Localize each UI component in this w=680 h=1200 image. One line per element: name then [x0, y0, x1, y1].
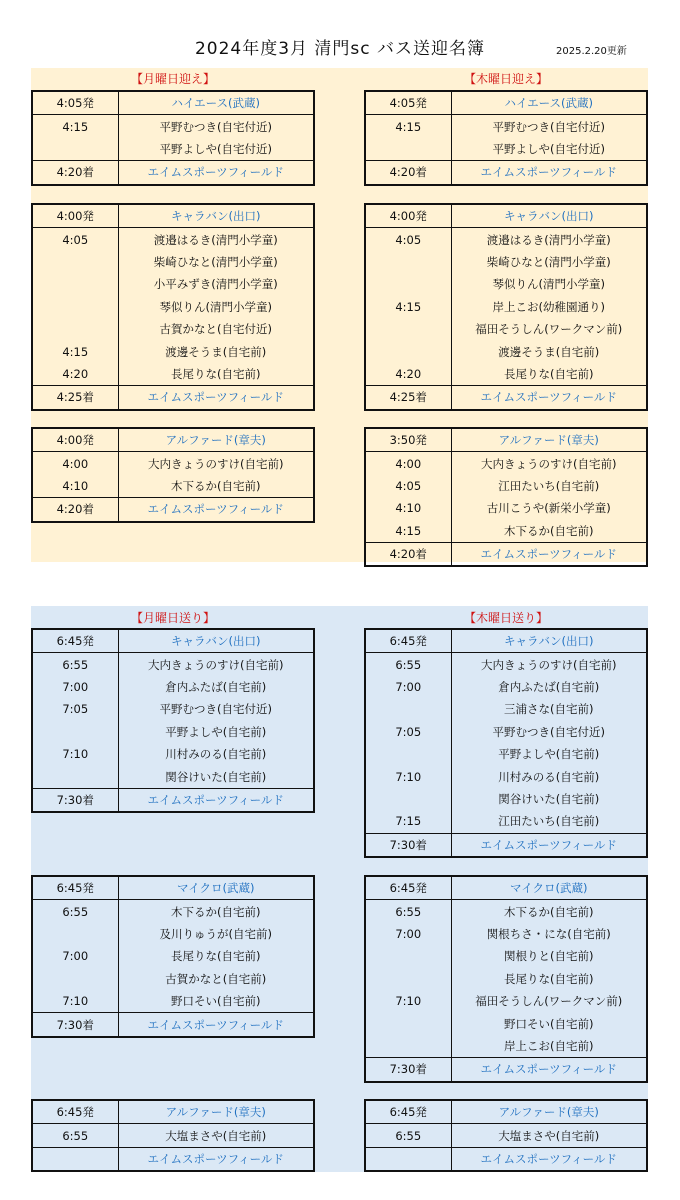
bus-block-mon-pm-alphard [31, 1099, 315, 1172]
table-row [365, 273, 647, 295]
table-row [32, 138, 314, 161]
passenger-name: 大内きょうのすけ(自宅前) [481, 456, 617, 471]
passenger-name: 木下るか(自宅前) [171, 904, 261, 919]
stop-time: 4:00 [365, 452, 451, 475]
block-footer-row [365, 542, 647, 566]
stop-time: 7:05 [365, 721, 451, 743]
table-row [365, 475, 647, 497]
stop-time: 4:00 [32, 452, 118, 475]
passenger-name: 岸上こお(幼稚園通り) [492, 299, 605, 314]
table-row [365, 363, 647, 386]
passenger-name: 古賀かなと(自宅付近) [159, 322, 272, 337]
table-row [365, 115, 647, 138]
bus-block-mon-pm-micro [31, 875, 315, 1038]
table-row [365, 520, 647, 543]
passenger-name: 大内きょうのすけ(自宅前) [148, 657, 284, 672]
arrival-time: 4:20着 [32, 161, 118, 185]
bus-block-thu-pm-micro [364, 875, 648, 1083]
table-row [32, 743, 314, 765]
stop-time: 7:00 [365, 923, 451, 945]
arrival-time: 7:30着 [32, 788, 118, 812]
destination-name: エイムスポーツフィールド [451, 386, 647, 410]
stop-time: 6:55 [32, 653, 118, 676]
table-row [32, 1124, 314, 1147]
block-header-row [32, 876, 314, 900]
stop-time [365, 251, 451, 273]
passenger-name: 倉内ふたば(自宅前) [165, 679, 267, 694]
passenger-name: 長尾りな(自宅前) [504, 366, 594, 381]
passenger-name: 川村みのる(自宅前) [165, 747, 267, 762]
passenger-name: 古賀かなと(自宅前) [165, 971, 267, 986]
table-row [365, 1124, 647, 1147]
stop-time: 7:00 [32, 676, 118, 698]
passenger-name: 倉内ふたば(自宅前) [498, 679, 600, 694]
passenger-name: 福田そうしん(ワークマン前) [475, 994, 623, 1009]
block-header-row [32, 629, 314, 653]
stop-time: 6:55 [32, 900, 118, 923]
stop-time [365, 1035, 451, 1058]
passenger-name: 大内きょうのすけ(自宅前) [148, 456, 284, 471]
stop-time: 7:00 [365, 676, 451, 698]
stop-time [365, 968, 451, 990]
passenger-name: 平野よしや(自宅前) [498, 747, 600, 762]
stop-time [32, 296, 118, 318]
table-row [365, 810, 647, 833]
block-header-row [365, 91, 647, 115]
bus-block-mon-am-hiace [31, 90, 315, 186]
block-footer-row [32, 386, 314, 410]
table-row [32, 452, 314, 475]
block-footer-row [32, 1147, 314, 1171]
table-row [365, 765, 647, 787]
table-row [32, 923, 314, 945]
block-footer-row [365, 386, 647, 410]
stop-time [365, 273, 451, 295]
updated-date: 2025.2.20更新 [556, 46, 627, 57]
passenger-name: 大内きょうのすけ(自宅前) [481, 657, 617, 672]
passenger-name: 平野むつき(自宅付近) [159, 119, 272, 134]
destination-name: エイムスポーツフィールド [118, 498, 314, 522]
stop-time: 4:05 [365, 228, 451, 251]
table-row [32, 363, 314, 386]
stop-time [365, 945, 451, 967]
passenger-name: 野口そい(自宅前) [171, 994, 261, 1009]
departure-time: 3:50発 [365, 428, 451, 452]
passenger-name: 柴崎ひなと(清門小学童) [486, 254, 611, 269]
passenger-name: 渡邉はるき(清門小学童) [486, 232, 611, 247]
table-row [365, 721, 647, 743]
table-row [32, 990, 314, 1013]
stop-time [32, 138, 118, 161]
stop-time [32, 721, 118, 743]
stop-time [365, 788, 451, 810]
stop-time: 6:55 [32, 1124, 118, 1147]
arrival-time: 7:30着 [32, 1013, 118, 1037]
bus-name: ハイエース(武蔵) [118, 91, 314, 115]
block-header-row [365, 204, 647, 228]
block-header-row [365, 1100, 647, 1124]
passenger-name: 琴似りん(清門小学童) [159, 299, 272, 314]
block-footer-row [32, 161, 314, 185]
stop-time: 4:05 [365, 475, 451, 497]
block-footer-row [32, 1013, 314, 1037]
block-header-row [365, 428, 647, 452]
table-row [365, 676, 647, 698]
table-row [365, 743, 647, 765]
passenger-name: 岸上こお(自宅前) [504, 1038, 594, 1053]
table-row [32, 721, 314, 743]
stop-time [32, 765, 118, 788]
block-header-row [32, 91, 314, 115]
stop-time: 4:20 [32, 363, 118, 386]
destination-name: エイムスポーツフィールド [451, 161, 647, 185]
table-row [32, 475, 314, 498]
passenger-name: 川村みのる(自宅前) [498, 769, 600, 784]
bus-block-thu-am-alphard [364, 427, 648, 567]
passenger-name: 三浦さな(自宅前) [504, 702, 594, 717]
bus-name: マイクロ(武蔵) [118, 876, 314, 900]
passenger-name: 長尾りな(自宅前) [171, 366, 261, 381]
destination-name: エイムスポーツフィールド [118, 386, 314, 410]
bus-name: マイクロ(武蔵) [451, 876, 647, 900]
stop-time: 4:10 [365, 497, 451, 519]
arrival-time: 7:30着 [365, 833, 451, 857]
arrival-time: 4:25着 [32, 386, 118, 410]
arrival-time: 7:30着 [365, 1058, 451, 1082]
stop-time: 7:00 [32, 945, 118, 967]
stop-time: 7:05 [32, 698, 118, 720]
passenger-name: 琴似りん(清門小学童) [492, 277, 605, 292]
table-row [32, 653, 314, 676]
block-footer-row [365, 833, 647, 857]
stop-time [32, 273, 118, 295]
passenger-name: 野口そい(自宅前) [504, 1016, 594, 1031]
arrival-time: 4:20着 [365, 161, 451, 185]
passenger-name: 関谷けいた(自宅前) [498, 791, 600, 806]
departure-time: 6:45発 [32, 876, 118, 900]
section-header-thu-pickup: 【木曜日迎え】 [463, 72, 548, 86]
arrival-time: 4:25着 [365, 386, 451, 410]
stop-time: 6:55 [365, 653, 451, 676]
bus-block-thu-am-caravan [364, 203, 648, 411]
block-footer-row [32, 498, 314, 522]
table-row [365, 1035, 647, 1058]
bus-block-thu-pm-alphard [364, 1099, 648, 1172]
block-header-row [32, 204, 314, 228]
table-row [365, 923, 647, 945]
destination-name: エイムスポーツフィールド [118, 788, 314, 812]
bus-name: キャラバン(出口) [118, 629, 314, 653]
stop-time [365, 318, 451, 340]
stop-time [365, 698, 451, 720]
departure-time: 6:45発 [365, 876, 451, 900]
table-row [365, 138, 647, 161]
table-row [32, 296, 314, 318]
table-row [365, 296, 647, 318]
table-row [365, 990, 647, 1012]
table-row [365, 228, 647, 251]
bus-name: ハイエース(武蔵) [451, 91, 647, 115]
bus-name: アルファード(章夫) [118, 1100, 314, 1124]
destination-name: エイムスポーツフィールド [118, 1147, 314, 1171]
passenger-name: 平野よしや(自宅前) [165, 724, 267, 739]
passenger-name: 関根ちさ・にな(自宅前) [486, 926, 611, 941]
passenger-name: 長尾りな(自宅前) [171, 949, 261, 964]
passenger-name: 大塩まさや(自宅前) [165, 1128, 267, 1143]
passenger-name: 江田たいち(自宅前) [498, 814, 600, 829]
bus-block-thu-pm-caravan [364, 628, 648, 858]
destination-name: エイムスポーツフィールド [451, 542, 647, 566]
table-row [32, 318, 314, 340]
stop-time: 4:15 [365, 296, 451, 318]
section-header-mon-dropoff: 【月曜日送り】 [130, 611, 215, 625]
block-footer-row [365, 1058, 647, 1082]
bus-name: キャラバン(出口) [118, 204, 314, 228]
block-header-row [365, 876, 647, 900]
passenger-name: 木下るか(自宅前) [504, 904, 594, 919]
passenger-name: 木下るか(自宅前) [504, 523, 594, 538]
table-row [32, 698, 314, 720]
passenger-name: 福田そうしん(ワークマン前) [475, 322, 623, 337]
departure-time: 4:05発 [32, 91, 118, 115]
destination-name: エイムスポーツフィールド [451, 1147, 647, 1171]
stop-time [32, 923, 118, 945]
stop-time: 7:10 [365, 765, 451, 787]
bus-block-mon-am-caravan [31, 203, 315, 411]
passenger-name: 木下るか(自宅前) [171, 478, 261, 493]
bus-name: キャラバン(出口) [451, 204, 647, 228]
departure-time: 6:45発 [365, 1100, 451, 1124]
stop-time: 4:15 [32, 115, 118, 138]
stop-time: 4:15 [365, 520, 451, 543]
passenger-name: 平野むつき(自宅付近) [492, 724, 605, 739]
bus-block-mon-pm-caravan [31, 628, 315, 813]
stop-time [365, 138, 451, 161]
passenger-name: 柴崎ひなと(清門小学童) [153, 254, 278, 269]
stop-time: 6:55 [365, 1124, 451, 1147]
table-row [32, 273, 314, 295]
stop-time [365, 1012, 451, 1034]
passenger-name: 小平みずき(清門小学童) [153, 277, 278, 292]
stop-time: 4:05 [32, 228, 118, 251]
passenger-name: 関根りと(自宅前) [504, 949, 594, 964]
table-row [365, 653, 647, 676]
departure-time: 6:45発 [365, 629, 451, 653]
bus-name: アルファード(章夫) [118, 428, 314, 452]
block-header-row [32, 1100, 314, 1124]
passenger-name: 関谷けいた(自宅前) [165, 769, 267, 784]
table-row [32, 968, 314, 990]
stop-time [32, 968, 118, 990]
passenger-name: 渡邊そうま(自宅前) [165, 344, 267, 359]
table-row [365, 968, 647, 990]
block-header-row [32, 428, 314, 452]
destination-name: エイムスポーツフィールド [451, 1058, 647, 1082]
table-row [32, 340, 314, 362]
table-row [365, 1012, 647, 1034]
stop-time [32, 251, 118, 273]
table-row [32, 945, 314, 967]
passenger-name: 及川りゅうが(自宅前) [159, 926, 272, 941]
bus-block-mon-am-alphard [31, 427, 315, 523]
departure-time: 6:45発 [32, 629, 118, 653]
section-header-mon-pickup: 【月曜日迎え】 [130, 72, 215, 86]
passenger-name: 江田たいち(自宅前) [498, 478, 600, 493]
table-row [365, 945, 647, 967]
block-header-row [365, 629, 647, 653]
stop-time: 4:10 [32, 475, 118, 498]
bus-name: キャラバン(出口) [451, 629, 647, 653]
stop-time: 4:15 [365, 115, 451, 138]
stop-time [365, 743, 451, 765]
passenger-name: 古川こうや(新栄小学童) [486, 501, 611, 516]
passenger-name: 平野よしや(自宅付近) [492, 141, 605, 156]
block-footer-row [365, 1147, 647, 1171]
table-row [32, 115, 314, 138]
table-row [365, 788, 647, 810]
stop-time: 7:10 [32, 743, 118, 765]
table-row [365, 251, 647, 273]
page-title: 2024年度3月 清門sc バス送迎名簿 [194, 39, 486, 59]
destination-name: エイムスポーツフィールド [451, 833, 647, 857]
table-row [365, 497, 647, 519]
passenger-name: 平野よしや(自宅付近) [159, 141, 272, 156]
stop-time [365, 340, 451, 362]
bus-name: アルファード(章夫) [451, 428, 647, 452]
arrival-time: 4:20着 [32, 498, 118, 522]
stop-time: 6:55 [365, 900, 451, 923]
table-row [32, 251, 314, 273]
departure-time: 4:05発 [365, 91, 451, 115]
stop-time: 7:10 [32, 990, 118, 1013]
stop-time: 7:15 [365, 810, 451, 833]
destination-name: エイムスポーツフィールド [118, 1013, 314, 1037]
destination-name: エイムスポーツフィールド [118, 161, 314, 185]
departure-time: 4:00発 [365, 204, 451, 228]
bus-name: アルファード(章夫) [451, 1100, 647, 1124]
table-row [32, 676, 314, 698]
bus-block-thu-am-hiace [364, 90, 648, 186]
table-row [32, 228, 314, 251]
table-row [365, 698, 647, 720]
passenger-name: 長尾りな(自宅前) [504, 971, 594, 986]
arrival-time [32, 1147, 118, 1171]
stop-time: 4:20 [365, 363, 451, 386]
passenger-name: 渡邉はるき(清門小学童) [153, 232, 278, 247]
passenger-name: 大塩まさや(自宅前) [498, 1128, 600, 1143]
block-footer-row [365, 161, 647, 185]
departure-time: 4:00発 [32, 204, 118, 228]
table-row [365, 900, 647, 923]
passenger-name: 平野むつき(自宅付近) [159, 702, 272, 717]
departure-time: 6:45発 [32, 1100, 118, 1124]
arrival-time: 4:20着 [365, 542, 451, 566]
departure-time: 4:00発 [32, 428, 118, 452]
block-footer-row [32, 788, 314, 812]
stop-time: 7:10 [365, 990, 451, 1012]
arrival-time [365, 1147, 451, 1171]
table-row [365, 340, 647, 362]
table-row [365, 318, 647, 340]
table-row [365, 452, 647, 475]
section-header-thu-dropoff: 【木曜日送り】 [463, 611, 548, 625]
table-row [32, 900, 314, 923]
passenger-name: 平野むつき(自宅付近) [492, 119, 605, 134]
stop-time [32, 318, 118, 340]
table-row [32, 765, 314, 788]
stop-time: 4:15 [32, 340, 118, 362]
passenger-name: 渡邊そうま(自宅前) [498, 344, 600, 359]
